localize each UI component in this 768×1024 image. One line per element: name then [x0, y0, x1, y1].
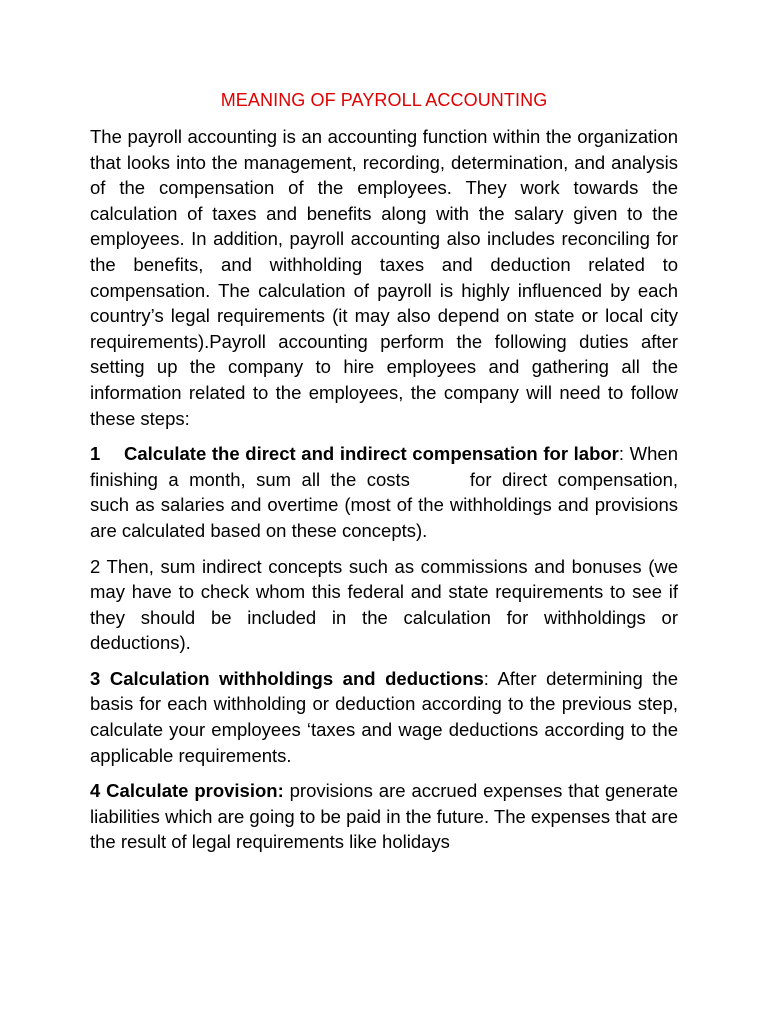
- step-1-number: 1: [90, 443, 101, 465]
- step-1-heading: Calculate the direct and indirect compensation for labor: [124, 443, 619, 465]
- step-4-text: provisions are accrued expenses that generate liabilities which are going to be paid in the future. The expenses that are the result of legal requirements like holidays: [90, 780, 679, 853]
- step-4-heading: 4 Calculate provision:: [90, 780, 284, 802]
- step-1-separator: :: [618, 443, 625, 465]
- step-1-text-a: When finishing a month, sum all the costs: [90, 443, 679, 490]
- intro-paragraph: The payroll accounting is an accounting function within the organization that looks into the management, recording, determination, and analysis of the compensation of the employees. They work towards the calculation of taxes and benefits along with the salary given to the employees. In addition, payroll accounting also includes reconciling for the benefits, and withholding taxes and deduction related to compensation. The calculation of payroll is highly influenced by each country’s legal requirements (it may also depend on state or local city requirements).Payroll accounting perform the following duties after setting up the company to hire employees and gathering all the information related to the employees, the company will need to follow these steps:: [90, 126, 678, 429]
- step-3-heading: 3 Calculation withholdings and deductions: [90, 667, 484, 689]
- document-title: MEANING OF PAYROLL ACCOUNTING: [220, 90, 548, 110]
- step-3-text: After determining the basis for each withholding or deduction according to the previous step, calculate your employees ‘taxes and wage deductions according to the applicable requirements.: [90, 667, 678, 766]
- step-1-paragraph: [90, 441, 678, 543]
- step-4-paragraph: [90, 778, 678, 855]
- step-3-separator: :: [483, 667, 489, 689]
- step-3-paragraph: [90, 666, 678, 768]
- step-2-paragraph: 2 Then, sum indirect concepts such as commissions and bonuses (we may have to check whom this federal and state requirements to see if they should be included in the calculation for withholdings or deductions).: [90, 555, 678, 654]
- step-1-text-b: for direct compensation, such as salaries and overtime (most of the withholdings and provisions are calculated based on these concepts).: [90, 468, 678, 541]
